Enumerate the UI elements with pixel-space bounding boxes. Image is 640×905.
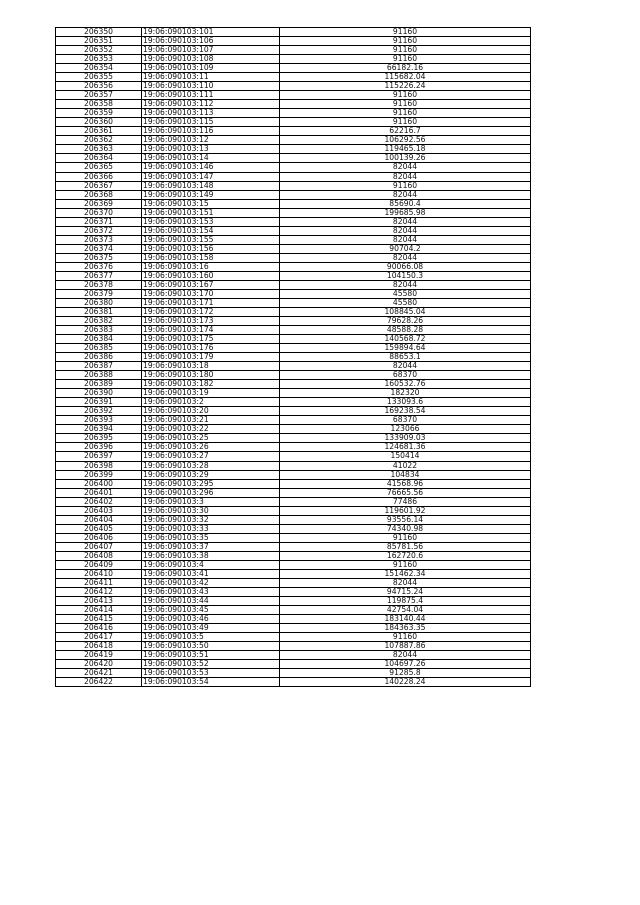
row-number-cell: 206399	[56, 470, 142, 479]
row-number-cell: 206377	[56, 271, 142, 280]
value-cell: 91160	[280, 28, 531, 37]
cadastral-number-cell: 19:06:090103:146	[142, 163, 280, 172]
value-cell: 82044	[280, 235, 531, 244]
table-row	[56, 118, 531, 127]
row-number-cell: 206391	[56, 398, 142, 407]
cadastral-number-cell: 19:06:090103:110	[142, 82, 280, 91]
table-row	[56, 651, 531, 660]
cadastral-number-cell: 19:06:090103:111	[142, 91, 280, 100]
row-number-cell: 206361	[56, 127, 142, 136]
row-number-cell: 206412	[56, 587, 142, 596]
table-row	[56, 470, 531, 479]
row-number-cell: 206410	[56, 569, 142, 578]
row-number-cell: 206420	[56, 660, 142, 669]
table-row	[56, 127, 531, 136]
cadastral-number-cell: 19:06:090103:171	[142, 298, 280, 307]
value-cell: 199685.98	[280, 208, 531, 217]
row-number-cell: 206372	[56, 226, 142, 235]
cadastral-number-cell: 19:06:090103:38	[142, 551, 280, 560]
table-row	[56, 289, 531, 298]
cadastral-number-cell: 19:06:090103:13	[142, 145, 280, 154]
cadastral-number-cell: 19:06:090103:153	[142, 217, 280, 226]
cadastral-number-cell: 19:06:090103:43	[142, 587, 280, 596]
row-number-cell: 206379	[56, 289, 142, 298]
cadastral-number-cell: 19:06:090103:44	[142, 596, 280, 605]
value-cell: 104834	[280, 470, 531, 479]
row-number-cell: 206403	[56, 506, 142, 515]
table-row	[56, 398, 531, 407]
value-cell: 45580	[280, 298, 531, 307]
cadastral-number-cell: 19:06:090103:18	[142, 362, 280, 371]
value-cell: 91160	[280, 533, 531, 542]
cadastral-number-cell: 19:06:090103:160	[142, 271, 280, 280]
row-number-cell: 206418	[56, 642, 142, 651]
table-row	[56, 82, 531, 91]
cadastral-number-cell: 19:06:090103:172	[142, 307, 280, 316]
table-row	[56, 145, 531, 154]
row-number-cell: 206421	[56, 669, 142, 678]
row-number-cell: 206395	[56, 434, 142, 443]
cadastral-number-cell: 19:06:090103:3	[142, 497, 280, 506]
cadastral-number-cell: 19:06:090103:296	[142, 488, 280, 497]
cadastral-number-cell: 19:06:090103:113	[142, 109, 280, 118]
row-number-cell: 206360	[56, 118, 142, 127]
table-row	[56, 199, 531, 208]
cadastral-number-cell: 19:06:090103:149	[142, 190, 280, 199]
cadastral-number-cell: 19:06:090103:50	[142, 642, 280, 651]
cadastral-number-cell: 19:06:090103:182	[142, 380, 280, 389]
value-cell: 119601.92	[280, 506, 531, 515]
table-row	[56, 560, 531, 569]
table-row	[56, 208, 531, 217]
table-row	[56, 371, 531, 380]
row-number-cell: 206359	[56, 109, 142, 118]
data-table	[55, 27, 531, 687]
row-number-cell: 206380	[56, 298, 142, 307]
cadastral-number-cell: 19:06:090103:147	[142, 172, 280, 181]
row-number-cell: 206401	[56, 488, 142, 497]
table-row	[56, 596, 531, 605]
table-row	[56, 271, 531, 280]
table-row	[56, 28, 531, 37]
cadastral-number-cell: 19:06:090103:20	[142, 407, 280, 416]
cadastral-number-cell: 19:06:090103:2	[142, 398, 280, 407]
value-cell: 91160	[280, 109, 531, 118]
table-row	[56, 307, 531, 316]
value-cell: 82044	[280, 172, 531, 181]
cadastral-number-cell: 19:06:090103:54	[142, 678, 280, 687]
cadastral-number-cell: 19:06:090103:176	[142, 344, 280, 353]
row-number-cell: 206366	[56, 172, 142, 181]
row-number-cell: 206358	[56, 100, 142, 109]
cadastral-number-cell: 19:06:090103:109	[142, 64, 280, 73]
cadastral-number-cell: 19:06:090103:46	[142, 615, 280, 624]
row-number-cell: 206402	[56, 497, 142, 506]
value-cell: 77486	[280, 497, 531, 506]
row-number-cell: 206382	[56, 317, 142, 326]
table-row	[56, 416, 531, 425]
value-cell: 91160	[280, 37, 531, 46]
row-number-cell: 206376	[56, 262, 142, 271]
cadastral-number-cell: 19:06:090103:156	[142, 244, 280, 253]
value-cell: 82044	[280, 651, 531, 660]
value-cell: 100139.26	[280, 154, 531, 163]
table-row	[56, 326, 531, 335]
cadastral-number-cell: 19:06:090103:35	[142, 533, 280, 542]
cadastral-number-cell: 19:06:090103:180	[142, 371, 280, 380]
value-cell: 140568.72	[280, 335, 531, 344]
row-number-cell: 206388	[56, 371, 142, 380]
table-row	[56, 425, 531, 434]
value-cell: 107887.86	[280, 642, 531, 651]
row-number-cell: 206385	[56, 344, 142, 353]
table-row	[56, 551, 531, 560]
table-row	[56, 362, 531, 371]
row-number-cell: 206356	[56, 82, 142, 91]
table-row	[56, 55, 531, 64]
value-cell: 90704.2	[280, 244, 531, 253]
table-row	[56, 163, 531, 172]
table-row	[56, 154, 531, 163]
cadastral-number-cell: 19:06:090103:42	[142, 578, 280, 587]
value-cell: 41022	[280, 461, 531, 470]
row-number-cell: 206411	[56, 578, 142, 587]
row-number-cell: 206416	[56, 624, 142, 633]
value-cell: 82044	[280, 253, 531, 262]
row-number-cell: 206400	[56, 479, 142, 488]
cadastral-number-cell: 19:06:090103:30	[142, 506, 280, 515]
table-body	[56, 28, 531, 687]
value-cell: 88653.1	[280, 353, 531, 362]
value-cell: 93556.14	[280, 515, 531, 524]
cadastral-number-cell: 19:06:090103:29	[142, 470, 280, 479]
value-cell: 151462.34	[280, 569, 531, 578]
row-number-cell: 206354	[56, 64, 142, 73]
value-cell: 182320	[280, 389, 531, 398]
value-cell: 169238.54	[280, 407, 531, 416]
row-number-cell: 206352	[56, 46, 142, 55]
row-number-cell: 206392	[56, 407, 142, 416]
table-row	[56, 91, 531, 100]
table-row	[56, 344, 531, 353]
value-cell: 91160	[280, 560, 531, 569]
row-number-cell: 206407	[56, 542, 142, 551]
table-row	[56, 190, 531, 199]
value-cell: 66182.16	[280, 64, 531, 73]
table-row	[56, 642, 531, 651]
value-cell: 159894.64	[280, 344, 531, 353]
table-row	[56, 587, 531, 596]
value-cell: 82044	[280, 362, 531, 371]
value-cell: 133093.6	[280, 398, 531, 407]
value-cell: 82044	[280, 280, 531, 289]
table-row	[56, 479, 531, 488]
value-cell: 106292.56	[280, 136, 531, 145]
table-row	[56, 136, 531, 145]
value-cell: 91160	[280, 118, 531, 127]
row-number-cell: 206370	[56, 208, 142, 217]
table-row	[56, 181, 531, 190]
cadastral-number-cell: 19:06:090103:107	[142, 46, 280, 55]
value-cell: 184363.35	[280, 624, 531, 633]
value-cell: 62216.7	[280, 127, 531, 136]
cadastral-number-cell: 19:06:090103:158	[142, 253, 280, 262]
row-number-cell: 206357	[56, 91, 142, 100]
row-number-cell: 206375	[56, 253, 142, 262]
value-cell: 115682.04	[280, 73, 531, 82]
value-cell: 48588.28	[280, 326, 531, 335]
table-row	[56, 497, 531, 506]
cadastral-number-cell: 19:06:090103:115	[142, 118, 280, 127]
cadastral-number-cell: 19:06:090103:295	[142, 479, 280, 488]
cadastral-number-cell: 19:06:090103:174	[142, 326, 280, 335]
cadastral-number-cell: 19:06:090103:27	[142, 452, 280, 461]
value-cell: 82044	[280, 163, 531, 172]
cadastral-number-cell: 19:06:090103:49	[142, 624, 280, 633]
table-row	[56, 389, 531, 398]
table-row	[56, 217, 531, 226]
cadastral-number-cell: 19:06:090103:33	[142, 524, 280, 533]
table-row	[56, 353, 531, 362]
cadastral-number-cell: 19:06:090103:5	[142, 633, 280, 642]
table-row	[56, 660, 531, 669]
cadastral-number-cell: 19:06:090103:45	[142, 606, 280, 615]
value-cell: 42754.04	[280, 606, 531, 615]
cadastral-number-cell: 19:06:090103:21	[142, 416, 280, 425]
row-number-cell: 206387	[56, 362, 142, 371]
row-number-cell: 206422	[56, 678, 142, 687]
table-row	[56, 542, 531, 551]
row-number-cell: 206396	[56, 443, 142, 452]
cadastral-number-cell: 19:06:090103:19	[142, 389, 280, 398]
table-row	[56, 443, 531, 452]
row-number-cell: 206363	[56, 145, 142, 154]
cadastral-number-cell: 19:06:090103:173	[142, 317, 280, 326]
cadastral-number-cell: 19:06:090103:15	[142, 199, 280, 208]
cadastral-number-cell: 19:06:090103:151	[142, 208, 280, 217]
value-cell: 45580	[280, 289, 531, 298]
row-number-cell: 206365	[56, 163, 142, 172]
table-row	[56, 226, 531, 235]
table-row	[56, 578, 531, 587]
value-cell: 68370	[280, 371, 531, 380]
row-number-cell: 206393	[56, 416, 142, 425]
value-cell: 91160	[280, 100, 531, 109]
row-number-cell: 206384	[56, 335, 142, 344]
row-number-cell: 206374	[56, 244, 142, 253]
value-cell: 82044	[280, 226, 531, 235]
value-cell: 85781.56	[280, 542, 531, 551]
value-cell: 91160	[280, 633, 531, 642]
row-number-cell: 206419	[56, 651, 142, 660]
row-number-cell: 206413	[56, 596, 142, 605]
value-cell: 123066	[280, 425, 531, 434]
value-cell: 91160	[280, 46, 531, 55]
table-row	[56, 253, 531, 262]
cadastral-number-cell: 19:06:090103:170	[142, 289, 280, 298]
table-row	[56, 434, 531, 443]
table-row	[56, 262, 531, 271]
table-row	[56, 524, 531, 533]
row-number-cell: 206409	[56, 560, 142, 569]
table-row	[56, 633, 531, 642]
cadastral-number-cell: 19:06:090103:28	[142, 461, 280, 470]
value-cell: 183140.44	[280, 615, 531, 624]
row-number-cell: 206386	[56, 353, 142, 362]
table-row	[56, 235, 531, 244]
table-row	[56, 506, 531, 515]
cadastral-number-cell: 19:06:090103:26	[142, 443, 280, 452]
value-cell: 150414	[280, 452, 531, 461]
table-row	[56, 335, 531, 344]
cadastral-number-cell: 19:06:090103:25	[142, 434, 280, 443]
value-cell: 41568.96	[280, 479, 531, 488]
value-cell: 140228.24	[280, 678, 531, 687]
table-row	[56, 64, 531, 73]
value-cell: 115226.24	[280, 82, 531, 91]
table-row	[56, 100, 531, 109]
table-row	[56, 488, 531, 497]
value-cell: 74340.98	[280, 524, 531, 533]
row-number-cell: 206351	[56, 37, 142, 46]
row-number-cell: 206368	[56, 190, 142, 199]
value-cell: 90066.08	[280, 262, 531, 271]
row-number-cell: 206367	[56, 181, 142, 190]
value-cell: 133909.03	[280, 434, 531, 443]
value-cell: 91285.8	[280, 669, 531, 678]
cadastral-number-cell: 19:06:090103:52	[142, 660, 280, 669]
cadastral-number-cell: 19:06:090103:108	[142, 55, 280, 64]
cadastral-number-cell: 19:06:090103:41	[142, 569, 280, 578]
cadastral-number-cell: 19:06:090103:4	[142, 560, 280, 569]
row-number-cell: 206404	[56, 515, 142, 524]
value-cell: 108845.04	[280, 307, 531, 316]
cadastral-number-cell: 19:06:090103:16	[142, 262, 280, 271]
row-number-cell: 206408	[56, 551, 142, 560]
value-cell: 91160	[280, 55, 531, 64]
row-number-cell: 206373	[56, 235, 142, 244]
row-number-cell: 206398	[56, 461, 142, 470]
cadastral-number-cell: 19:06:090103:14	[142, 154, 280, 163]
value-cell: 82044	[280, 190, 531, 199]
cadastral-number-cell: 19:06:090103:106	[142, 37, 280, 46]
table-row	[56, 678, 531, 687]
table-row	[56, 109, 531, 118]
table-row	[56, 317, 531, 326]
row-number-cell: 206383	[56, 326, 142, 335]
value-cell: 119465.18	[280, 145, 531, 154]
value-cell: 91160	[280, 181, 531, 190]
cadastral-number-cell: 19:06:090103:155	[142, 235, 280, 244]
table-row	[56, 380, 531, 389]
cadastral-number-cell: 19:06:090103:37	[142, 542, 280, 551]
row-number-cell: 206406	[56, 533, 142, 542]
cadastral-number-cell: 19:06:090103:53	[142, 669, 280, 678]
value-cell: 94715.24	[280, 587, 531, 596]
value-cell: 104697.26	[280, 660, 531, 669]
cadastral-number-cell: 19:06:090103:175	[142, 335, 280, 344]
table-row	[56, 298, 531, 307]
table-row	[56, 624, 531, 633]
table-row	[56, 606, 531, 615]
row-number-cell: 206405	[56, 524, 142, 533]
cadastral-number-cell: 19:06:090103:167	[142, 280, 280, 289]
cadastral-number-cell: 19:06:090103:112	[142, 100, 280, 109]
table-row	[56, 669, 531, 678]
table-row	[56, 515, 531, 524]
value-cell: 91160	[280, 91, 531, 100]
value-cell: 79628.26	[280, 317, 531, 326]
row-number-cell: 206369	[56, 199, 142, 208]
cadastral-number-cell: 19:06:090103:116	[142, 127, 280, 136]
value-cell: 162720.6	[280, 551, 531, 560]
cadastral-number-cell: 19:06:090103:11	[142, 73, 280, 82]
value-cell: 82044	[280, 217, 531, 226]
cadastral-number-cell: 19:06:090103:179	[142, 353, 280, 362]
row-number-cell: 206353	[56, 55, 142, 64]
table-row	[56, 280, 531, 289]
row-number-cell: 206350	[56, 28, 142, 37]
row-number-cell: 206414	[56, 606, 142, 615]
value-cell: 104150.3	[280, 271, 531, 280]
row-number-cell: 206417	[56, 633, 142, 642]
cadastral-number-cell: 19:06:090103:154	[142, 226, 280, 235]
table-row	[56, 172, 531, 181]
row-number-cell: 206378	[56, 280, 142, 289]
table-row	[56, 73, 531, 82]
table-row	[56, 569, 531, 578]
cadastral-number-cell: 19:06:090103:148	[142, 181, 280, 190]
table-row	[56, 461, 531, 470]
row-number-cell: 206371	[56, 217, 142, 226]
table-row	[56, 452, 531, 461]
row-number-cell: 206355	[56, 73, 142, 82]
cadastral-number-cell: 19:06:090103:22	[142, 425, 280, 434]
row-number-cell: 206390	[56, 389, 142, 398]
cadastral-number-cell: 19:06:090103:51	[142, 651, 280, 660]
table-row	[56, 615, 531, 624]
cadastral-number-cell: 19:06:090103:101	[142, 28, 280, 37]
value-cell: 124681.36	[280, 443, 531, 452]
value-cell: 68370	[280, 416, 531, 425]
row-number-cell: 206394	[56, 425, 142, 434]
value-cell: 82044	[280, 578, 531, 587]
row-number-cell: 206362	[56, 136, 142, 145]
table-row	[56, 244, 531, 253]
cadastral-number-cell: 19:06:090103:32	[142, 515, 280, 524]
value-cell: 76665.56	[280, 488, 531, 497]
row-number-cell: 206397	[56, 452, 142, 461]
value-cell: 85690.4	[280, 199, 531, 208]
table-row	[56, 407, 531, 416]
table-row	[56, 533, 531, 542]
value-cell: 160532.76	[280, 380, 531, 389]
row-number-cell: 206364	[56, 154, 142, 163]
row-number-cell: 206381	[56, 307, 142, 316]
value-cell: 119875.4	[280, 596, 531, 605]
table-row	[56, 37, 531, 46]
cadastral-number-cell: 19:06:090103:12	[142, 136, 280, 145]
row-number-cell: 206389	[56, 380, 142, 389]
row-number-cell: 206415	[56, 615, 142, 624]
table-row	[56, 46, 531, 55]
